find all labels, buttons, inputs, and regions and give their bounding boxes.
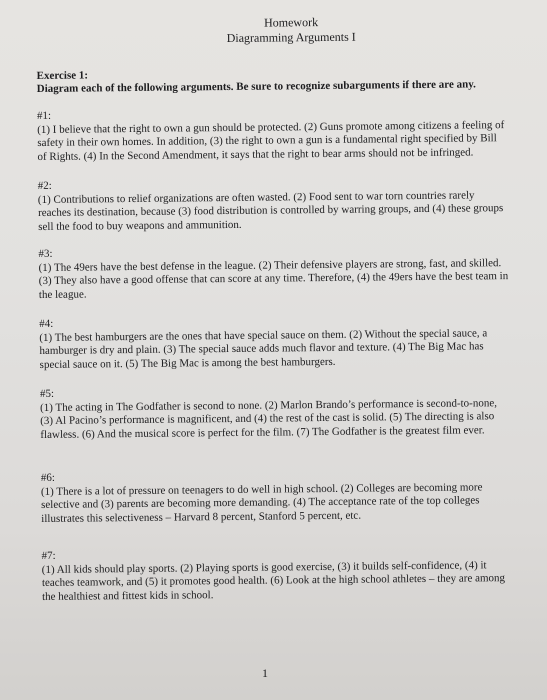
argument-number: #6: — [40, 471, 55, 484]
argument-item-6 — [41, 467, 512, 526]
document-header — [76, 13, 506, 48]
argument-text: (1) There is a lot of pressure on teenagers to do well in high school. (2) Colleges are becoming more selective and (3) parents are becoming more demanding. (4) The acceptance rate of the top colleges illustrates this selectiveness – Harvard 8 percent, Stanford 5 percent, etc. — [40, 480, 483, 525]
page-number: 1 — [262, 666, 268, 680]
argument-item-1 — [37, 105, 508, 164]
argument-number: #7: — [41, 549, 56, 562]
argument-number: #1: — [36, 109, 52, 122]
argument-item-2 — [38, 175, 509, 234]
argument-number: #3: — [38, 247, 53, 260]
argument-item-7 — [42, 545, 513, 604]
argument-text: (1) I believe that the right to own a gun should be protected. (2) Guns promote among citizens a feeling of safety in their own homes. In addition, (3) the right to own a gun is a fundamental right specified by Bill of Rights. (4) In the Second Amendment, it says that the right to bear arms should not be infringed. — [37, 118, 505, 163]
argument-item-5 — [40, 383, 511, 442]
argument-number: #5: — [39, 387, 55, 400]
exercise-instruction: Diagram each of the following arguments. Be sure to recognize subarguments if there are any. — [36, 78, 476, 95]
argument-number: #2: — [37, 179, 52, 192]
argument-text: (1) All kids should play sports. (2) Playing sports is good exercise, (3) it builds self-confidence, (4) it teaches teamwork, and (5) it promotes good health. (6) Look at the high school athletes – they are among the healthiest and fittest kids in school. — [41, 558, 506, 603]
exercise-title: Exercise 1: — [36, 69, 89, 82]
argument-text: (1) The 49ers have the best defense in the league. (2) Their defensive players are strong, fast, and skilled. (3) They also have a good offense that can score at any time. Therefore, (4) the 49ers have the best team in the league. — [38, 256, 509, 301]
argument-text: (1) The acting in The Godfather is second to none. (2) Marlon Brando’s performance is second-to-none, (3) Al Pacino’s performance is magnificent, and (4) the rest of the cast is solid. (5) The directing is also flawless. (6) And the musical score is perfect for the film. (7) The Godfather is the greatest film ever. — [40, 396, 498, 441]
argument-number: #4: — [39, 317, 54, 330]
document-content — [36, 13, 512, 604]
argument-item-3 — [38, 243, 509, 302]
exercise-block — [37, 65, 507, 96]
argument-item-4 — [39, 313, 510, 372]
document-title: Homework — [263, 15, 319, 30]
argument-text: (1) Contributions to relief organizations are often wasted. (2) Food sent to war torn countries rarely reaches its destination, because (3) food distribution is controlled by warring groups, and (4) these groups sell the food to buy weapons and ammunition. — [37, 188, 504, 233]
argument-text: (1) The best hamburgers are the ones that have special sauce on them. (2) Without the special sauce, a hamburger is dry and plain. (3) The special sauce adds much flavor and texture. (4) The Big Mac has special sauce on it. (5) The Big Mac is among the best hamburgers. — [39, 326, 488, 371]
document-subtitle: Diagramming Arguments I — [226, 29, 356, 46]
